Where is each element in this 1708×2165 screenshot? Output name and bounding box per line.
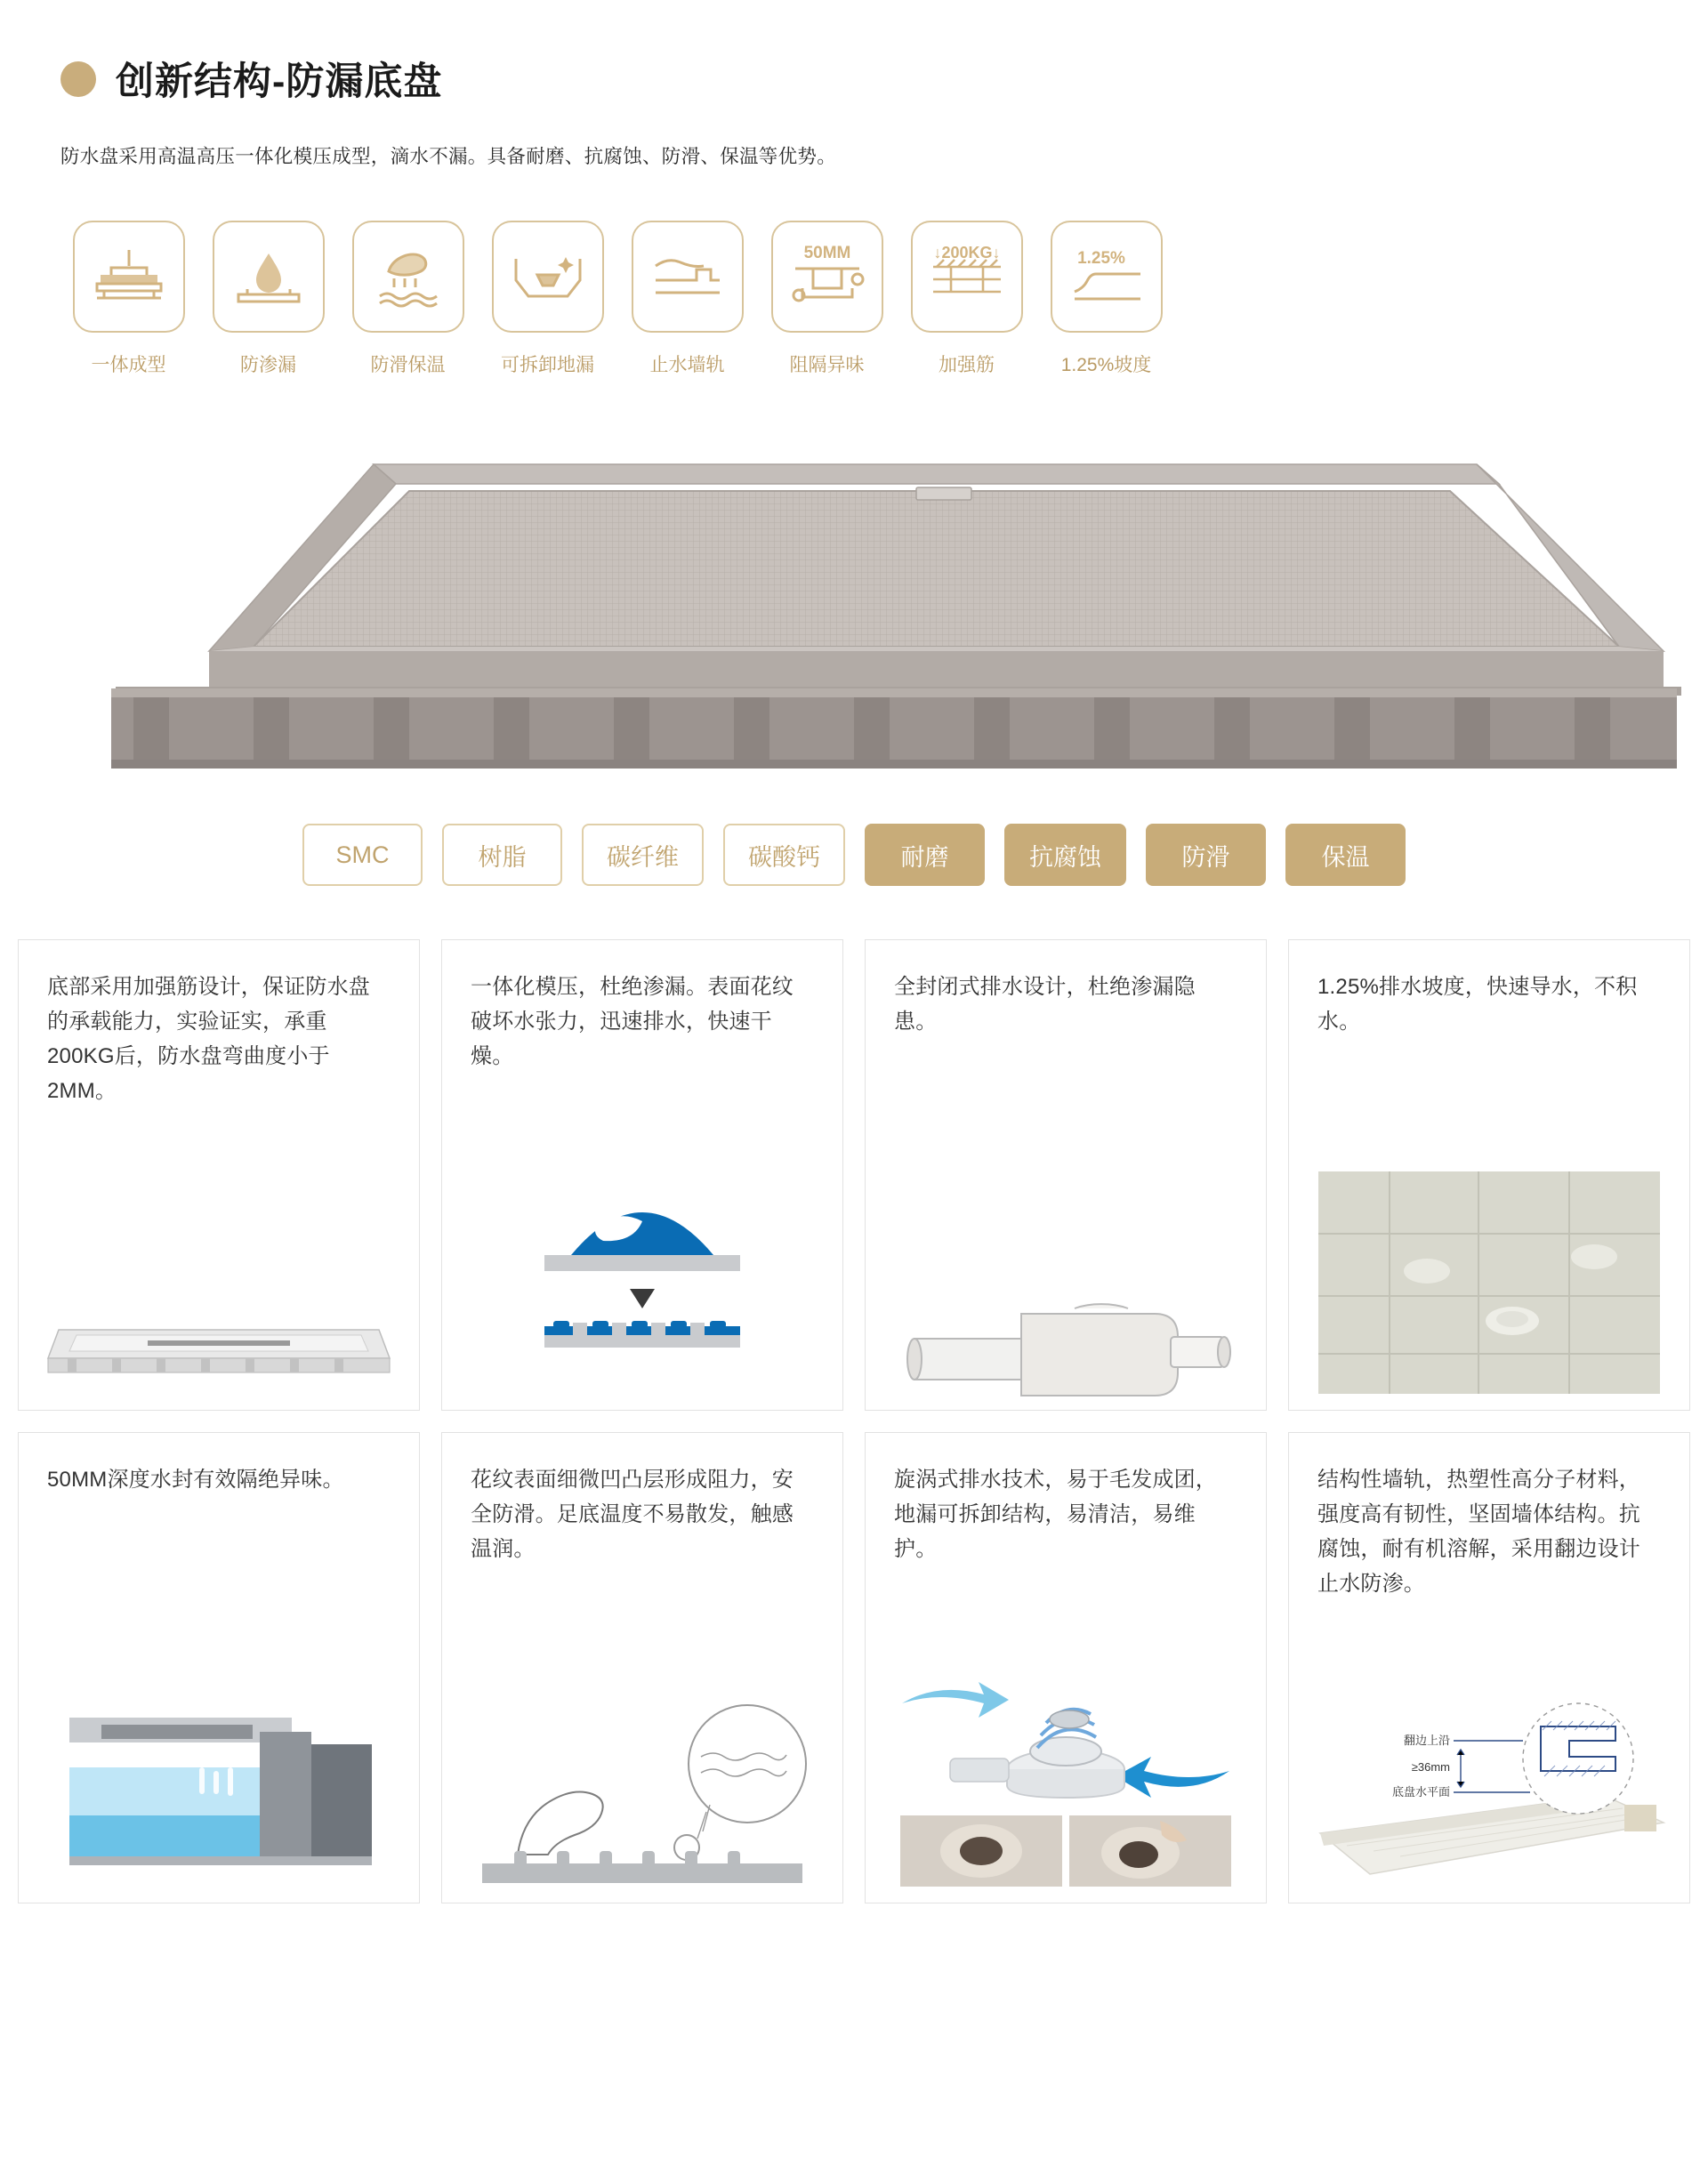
feature-label: 防渗漏: [240, 355, 296, 375]
water-stop-wall-rail-icon: [632, 221, 744, 333]
feature-label: 防滑保温: [370, 355, 446, 375]
callout-bottom-label: 底盘水平面: [1391, 1785, 1450, 1799]
wall-rail-detail: [1289, 1620, 1689, 1887]
waterproof-drop-icon: [213, 221, 325, 333]
reinforcement-rib-200kg-icon: [911, 221, 1023, 333]
foot-on-texture-diagram: [442, 1636, 842, 1903]
callout-mid-label: ≥36mm: [1411, 1760, 1450, 1774]
icon-badge-text: 50MM: [803, 244, 850, 262]
vortex-drain-photos: [866, 1620, 1266, 1887]
card-slope: [1288, 939, 1690, 1411]
material-tag-resin: 树脂: [442, 824, 562, 886]
one-piece-molding-icon: [73, 221, 185, 333]
card-texture: [441, 1432, 843, 1903]
material-tag-anti-slip: 防滑: [1146, 824, 1266, 886]
feature-label: 1.25%坡度: [1060, 355, 1152, 375]
material-tag-calcium-carbonate: 碳酸钙: [723, 824, 845, 886]
card-odor-seal: [18, 1432, 420, 1903]
feature-item-antislip: [338, 221, 478, 377]
material-tag-list: [0, 824, 1708, 886]
feature-item-one-piece-molding: [59, 221, 198, 377]
bullet-dot-icon: [60, 61, 96, 97]
page-subtitle: 防水盘采用高温高压一体化模压成型，滴水不漏。具备耐磨、抗腐蚀、防滑、保温等优势。: [60, 146, 837, 167]
material-tag-corrosion-resistant: 抗腐蚀: [1004, 824, 1126, 886]
slope-gradient-icon: [1051, 221, 1163, 333]
card-text: 50MM深度水封有效隔绝异味。: [47, 1468, 344, 1492]
material-tag-carbon-fiber: 碳纤维: [582, 824, 704, 886]
page-header: [0, 0, 1708, 106]
feature-item-slope: [1036, 221, 1176, 377]
card-text: 结构性墙轨，热塑性高分子材料，强度高有韧性，坚固墙体结构。抗腐蚀，耐有机溶解，采用翻边设计止水防渗。: [1317, 1468, 1640, 1596]
feature-item-water-stop-rail: [617, 221, 757, 377]
material-tag-wear-resistant: 耐磨: [865, 824, 985, 886]
feature-item-odor-barrier: [757, 221, 897, 377]
card-vortex-drain: [865, 1432, 1267, 1903]
card-text: 一体化模压，杜绝渗漏。表面花纹破坏水张力，迅速排水，快速干燥。: [471, 975, 794, 1068]
material-tag-insulation: 保温: [1285, 824, 1406, 886]
icon-badge-text: 1.25%: [1076, 249, 1125, 268]
card-wall-rail: [1288, 1432, 1690, 1903]
water-tension-diagram: [442, 1143, 842, 1410]
product-hero-image: [0, 429, 1708, 802]
feature-card-grid: [0, 939, 1708, 1903]
feature-item-waterproof: [198, 221, 338, 377]
icon-badge-text: ↓200KG↓: [932, 244, 1001, 262]
card-reinforcement: [18, 939, 420, 1411]
card-text: 全封闭式排水设计，杜绝渗漏隐患。: [894, 975, 1196, 1034]
ribbed-tray-cross-section: [19, 1143, 419, 1410]
feature-label: 一体成型: [91, 355, 166, 375]
tiled-floor-photo: [1289, 1127, 1689, 1394]
odor-barrier-50mm-icon: [771, 221, 883, 333]
feature-item-reinforcement-rib: [897, 221, 1036, 377]
removable-floor-drain-icon: [492, 221, 604, 333]
page-title: 创新结构-防漏底盘: [116, 60, 443, 103]
card-sealed-drain: [865, 939, 1267, 1411]
anti-slip-foot-icon: [352, 221, 464, 333]
callout-top-label: 翻边上沿: [1403, 1734, 1450, 1747]
feature-label: 阻隔异味: [789, 355, 865, 375]
feature-label: 可拆卸地漏: [501, 355, 594, 375]
material-tag-smc: SMC: [302, 824, 423, 886]
feature-item-removable-drain: [478, 221, 617, 377]
feature-label: 加强筋: [939, 355, 995, 375]
feature-label: 止水墙轨: [649, 355, 725, 375]
card-molding: [441, 939, 843, 1411]
card-text: 1.25%排水坡度，快速导水，不积水。: [1317, 975, 1638, 1034]
drain-pipe-photo: [866, 1143, 1266, 1410]
water-seal-cutaway: [19, 1620, 419, 1887]
card-text: 底部采用加强筋设计，保证防水盘的承载能力，实验证实，承重200KG后，防水盘弯曲度小于2MM。: [47, 975, 370, 1103]
feature-icon-strip: [0, 169, 1708, 377]
card-text: 花纹表面细微凹凸层形成阻力，安全防滑。足底温度不易散发，触感温润。: [471, 1468, 794, 1561]
card-text: 旋涡式排水技术，易于毛发成团，地漏可拆卸结构，易清洁，易维护。: [894, 1468, 1217, 1561]
